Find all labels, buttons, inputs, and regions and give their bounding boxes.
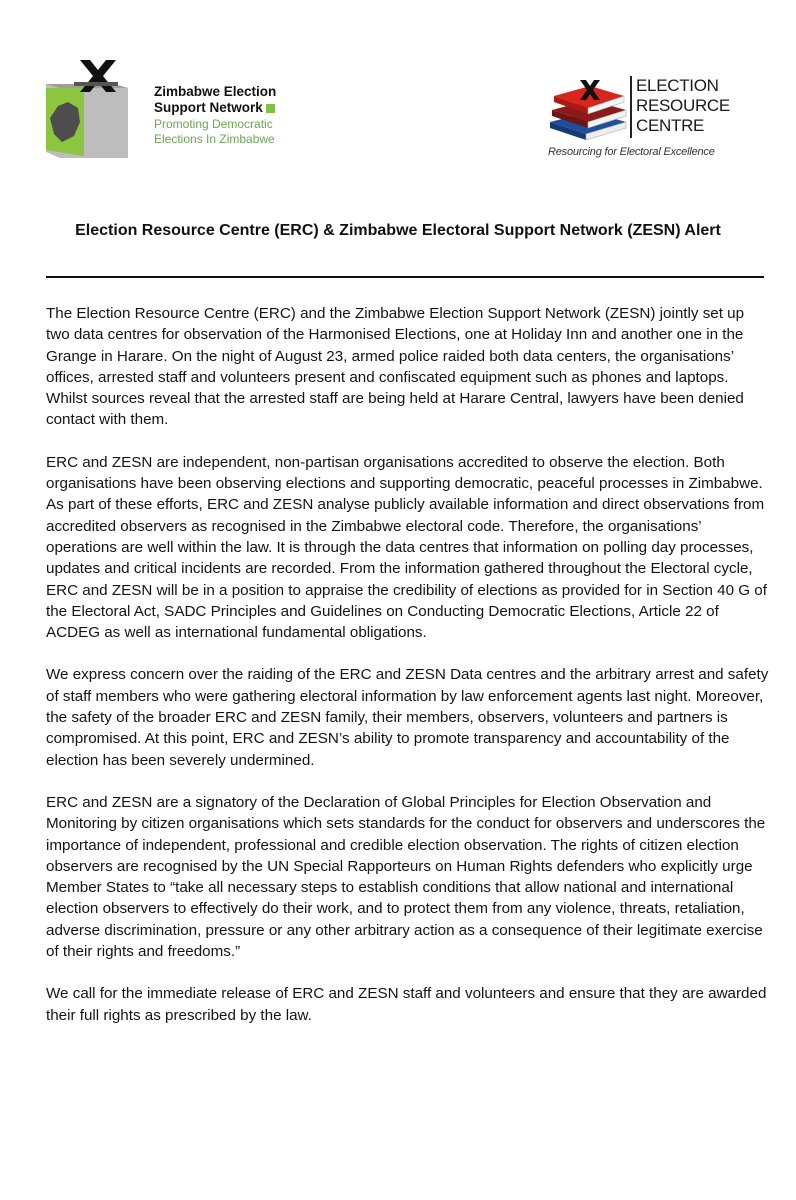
paragraph-5: We call for the immediate release of ERC and ZESN staff and volunteers and ensure that they are awarded their full rights as prescribed by the law. [46,985,767,1024]
document-title: Election Resource Centre (ERC) & Zimbabwe Electoral Support Network (ZESN) Alert [75,222,721,239]
paragraph-2: ERC and ZESN are independent, non-partisan organisations accredited to observe the election. Both organisations have been observing elections and supporting democratic, peaceful processes in Zimbabwe. As part of these efforts, ERC and ZESN analyse publicly available information and direct observations from accredited observers as recognised in the Zimbabwe electoral code. Therefore, the organisations’ operations are well within the law. It is through the data centres that information on polling day processes, updates and critical incidents are recorded. From the information gathered throughout the Electoral cycle, ERC and ZESN will be in a position to appraise the credibility of elections as provided for in Section 40 G of the Electoral Act, SADC Principles and Guidelines on Conducting Democratic Elections, Article 22 of ACDEG as well as international fundamental obligations. [46,453,767,642]
erc-name-line1: ELECTION [636,76,719,95]
erc-name-line2: RESOURCE [636,96,730,115]
erc-divider [630,76,632,138]
zesn-tagline-line1: Promoting Democratic [154,117,273,131]
paragraph-1: The Election Resource Centre (ERC) and the Zimbabwe Election Support Network (ZESN) jointly set up two data centres for observation of the Harmonised Elections, one at Holiday Inn and another one in the Grange in Harare. On the night of August 23, armed police raided both data centers, the organisations’ offices, arrested staff and volunteers present and confiscated equipment such as phones and laptops. Whilst sources reveal that the arrested staff are being held at Harare Central, lawyers have been denied contact with them. [46,305,745,429]
title-underline [46,276,764,278]
books-icon [546,72,630,144]
zesn-name-line1: Zimbabwe Election [154,84,277,99]
letterhead [0,0,796,190]
paragraph-3: We express concern over the raiding of the ERC and ZESN Data centres and the arbitrary arrest and safety of staff members who were gathering electoral information by law enforcement agents last night. Moreover, the safety of the broader ERC and ZESN family, their members, observers, volunteers and partners is compromised. At this point, ERC and ZESN’s ability to promote transparency and accountability of the election has been severely undermined. [46,666,769,769]
erc-tagline: Resourcing for Electoral Excellence [548,146,715,158]
erc-name-line3: CENTRE [636,116,705,135]
paragraph-4: ERC and ZESN are a signatory of the Declaration of Global Principles for Election Observation and Monitoring by citizen organisations which sets standards for the conduct for observers and underscores the importance of independent, professional and credible election observation. The rights of citizen election observers are recognised by the UN Special Rapporteurs on Human Rights defenders who explicitly urge Member States to “take all necessary steps to establish conditions that allow national and international election observers to effectively do their work, and to protect them from any violence, threats, retaliation, adverse discrimination, pressure or any other arbitrary action as a consequence of their legitimate exercise of their rights and freedoms.” [46,793,766,961]
zesn-name-line2: Support Network [154,100,263,115]
document-body [46,303,770,1047]
ballot-box-icon [44,58,154,162]
erc-logo [546,70,746,170]
green-square-icon [266,104,275,113]
zesn-tagline-line2: Elections In Zimbabwe [154,132,275,146]
zesn-logo [44,58,284,162]
